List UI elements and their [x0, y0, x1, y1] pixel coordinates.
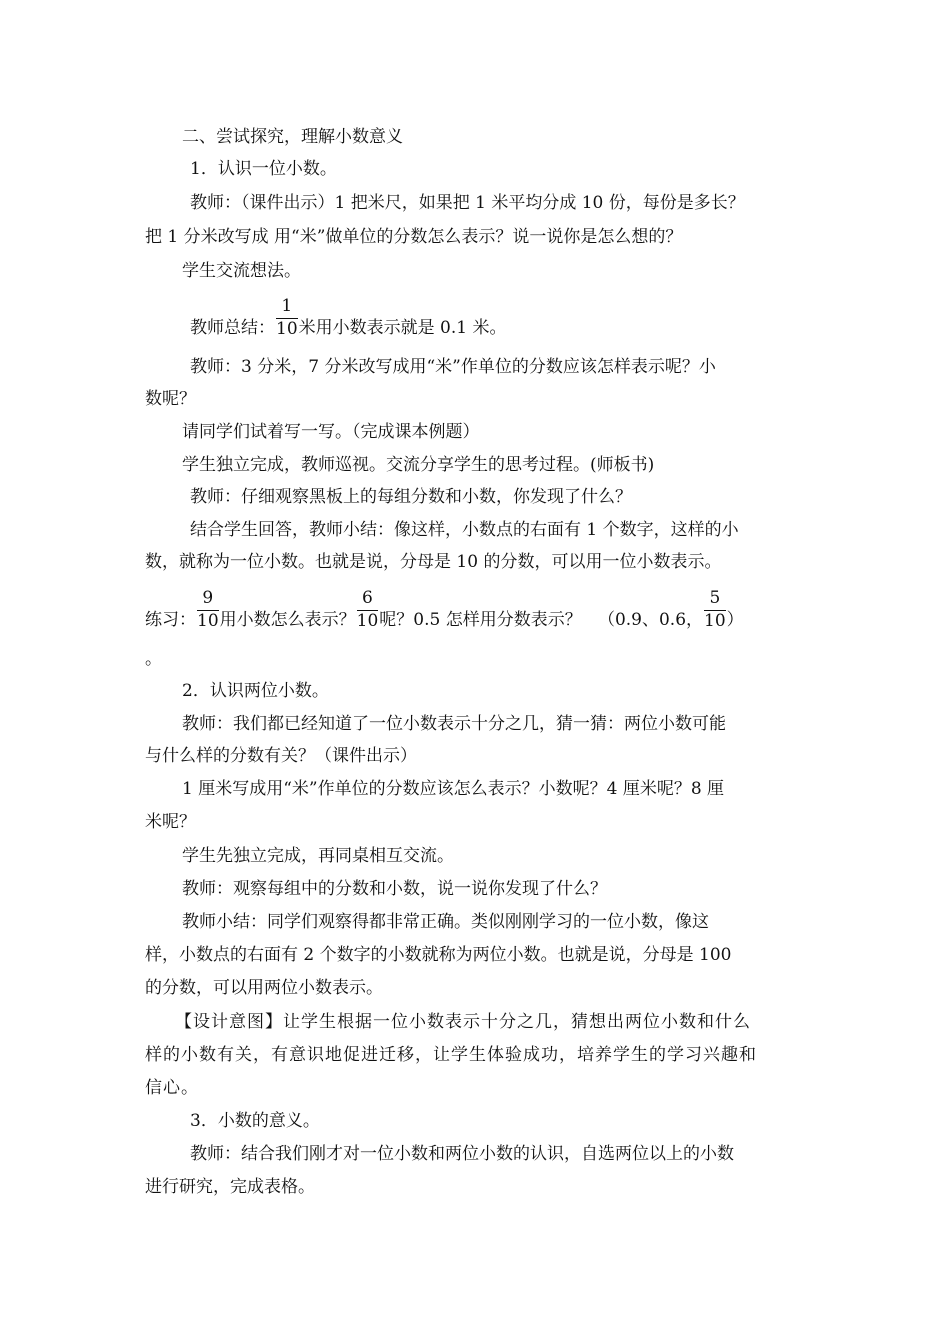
- design-intent-line: 样的小数有关，有意识地促进迁移，让学生体验成功，培养学生的学习兴趣和: [145, 1045, 757, 1065]
- paragraph-line: 教师小结：同学们观察得都非常正确。类似刚刚学习的一位小数，像这: [182, 912, 709, 932]
- summary-line: [190, 296, 506, 339]
- fraction-nine-tenths: [197, 588, 219, 631]
- paragraph-line: 请同学们试着写一写。（完成课本例题）: [182, 422, 480, 442]
- fraction-five-tenths: [704, 588, 726, 631]
- fraction-one-tenth: [276, 296, 298, 339]
- paragraph-line: 结合学生回答，教师小结：像这样，小数点的右面有 1 个数字，这样的小: [190, 520, 739, 540]
- fraction-numerator: 6: [362, 588, 373, 608]
- exercise-text: 呢？0.5 怎样用分数表示？: [379, 610, 582, 630]
- fraction-denominator: 10: [197, 611, 219, 631]
- paragraph-line: 样，小数点的右面有 2 个数字的小数就称为两位小数。也就是说，分母是 100: [145, 945, 732, 965]
- design-intent-line: 信心。: [145, 1078, 199, 1098]
- paragraph-line: 教师：我们都已经知道了一位小数表示十分之几，猜一猜：两位小数可能: [182, 714, 726, 734]
- paragraph-line: 米呢？: [145, 812, 196, 832]
- paragraph-line: 教师：仔细观察黑板上的每组分数和小数，你发现了什么？: [190, 487, 632, 507]
- paragraph-line: 学生交流想法。: [182, 261, 301, 281]
- design-intent-line: 【设计意图】让学生根据一位小数表示十分之几，猜想出两位小数和什么: [175, 1012, 751, 1032]
- paragraph-line: 学生独立完成，教师巡视。交流分享学生的思考过程。(师板书): [182, 455, 655, 475]
- exercise-tail: 。: [145, 649, 162, 669]
- summary-suffix: 米用小数表示就是 0.1 米。: [298, 318, 507, 338]
- exercise-answer: （0.9、0.6，: [597, 610, 704, 630]
- paragraph-line: 教师：（课件出示）1 把米尺，如果把 1 米平均分成 10 份，每份是多长？: [190, 193, 745, 213]
- paragraph-line: 数呢？: [145, 389, 196, 409]
- paragraph-line: 1 厘米写成用“米”作单位的分数应该怎么表示？小数呢？4 厘米呢？8 厘: [182, 779, 725, 799]
- paragraph-line: 把 1 分米改写成 用“米”做单位的分数怎么表示？说一说你是怎么想的？: [145, 227, 683, 247]
- subheading-2: 2．认识两位小数。: [182, 681, 329, 701]
- fraction-denominator: 10: [276, 319, 298, 339]
- paragraph-line: 教师：结合我们刚才对一位小数和两位小数的认识，自选两位以上的小数: [190, 1144, 734, 1164]
- paragraph-line: 与什么样的分数有关？（课件出示）: [145, 746, 417, 766]
- exercise-text: 用小数怎么表示？: [219, 610, 356, 630]
- subheading-3: 3．小数的意义。: [190, 1111, 320, 1131]
- paragraph-line: 教师：3 分米，7 分米改写成用“米”作单位的分数应该怎样表示呢？小: [190, 357, 716, 377]
- exercise-line: [145, 588, 744, 631]
- paragraph-line: 教师：观察每组中的分数和小数，说一说你发现了什么？: [182, 879, 607, 899]
- paragraph-line: 学生先独立完成，再同桌相互交流。: [182, 846, 454, 866]
- paragraph-line: 进行研究，完成表格。: [145, 1177, 315, 1197]
- subheading-1: 1．认识一位小数。: [190, 159, 337, 179]
- fraction-denominator: 10: [356, 611, 379, 631]
- paragraph-line: 数，就称为一位小数。也就是说，分母是 10 的分数，可以用一位小数表示。: [145, 552, 722, 572]
- fraction-numerator: 1: [281, 296, 293, 316]
- exercise-answer-close: ）: [726, 610, 744, 630]
- exercise-prefix: 练习：: [145, 610, 196, 630]
- paragraph-line: 的分数，可以用两位小数表示。: [145, 978, 383, 998]
- summary-prefix: 教师总结：: [190, 318, 275, 338]
- fraction-denominator: 10: [704, 611, 726, 631]
- fraction-numerator: 5: [709, 588, 721, 608]
- fraction-six-tenths: [357, 588, 379, 631]
- fraction-numerator: 9: [202, 588, 214, 608]
- section-title: 二、尝试探究，理解小数意义: [182, 127, 403, 147]
